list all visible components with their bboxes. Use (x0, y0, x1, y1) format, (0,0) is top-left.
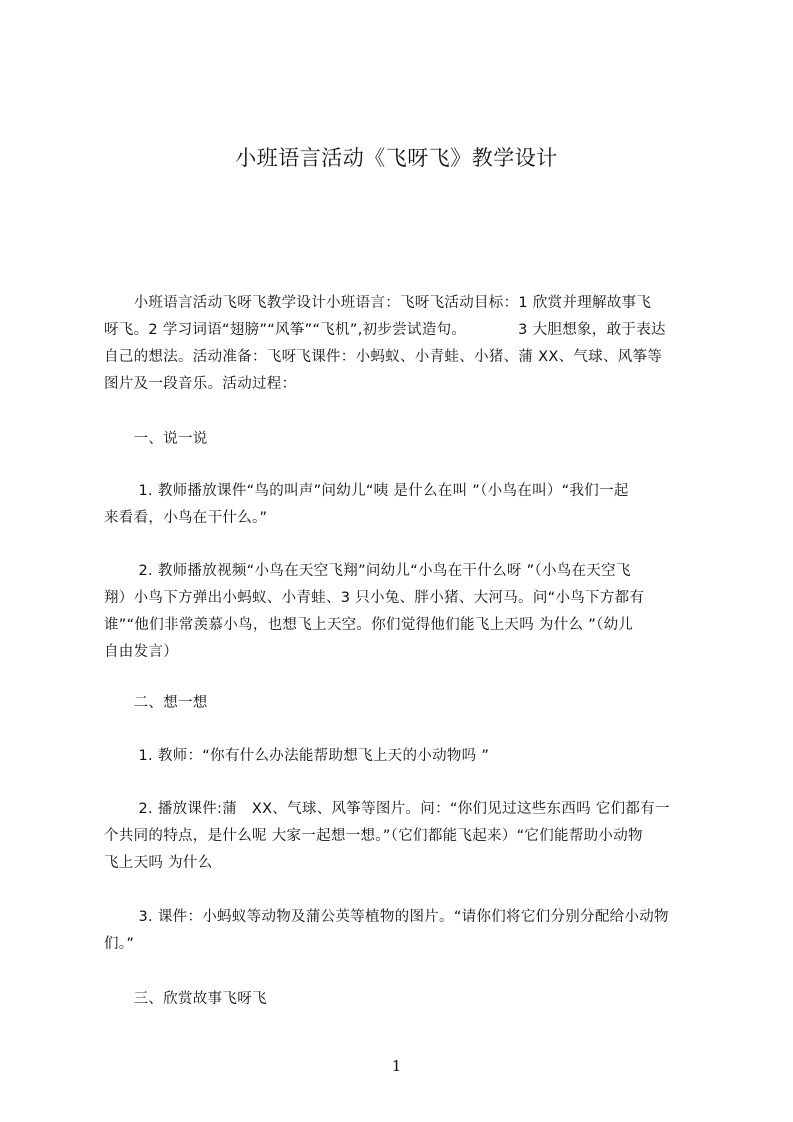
section-heading: 三、欣赏故事飞呀飞 (104, 991, 267, 1007)
body-line: 1. 教师：“你有什么办法能帮助想飞上天的小动物吗 ” (104, 748, 490, 764)
body-line: 飞上天吗 为什么 (104, 855, 213, 871)
body-line: 们。” (104, 936, 135, 952)
body-line: 图片及一段音乐。活动过程： (104, 376, 297, 392)
section-heading: 二、想一想 (104, 695, 208, 711)
body-line: 2. 播放课件:蒲 XX、气球、风筝等图片。问：“你们见过这些东西吗 它们都有一 (104, 801, 670, 817)
body-line: 3. 课件：小蚂蚁等动物及蒲公英等植物的图片。“请你们将它们分别分配给小动物 (104, 909, 669, 925)
body-line: 2. 教师播放视频“小鸟在天空飞翔”问幼儿“小鸟在干什么呀 ”（小鸟在天空飞 (104, 563, 631, 579)
document-title: 小班语言活动《飞呀飞》教学设计 (235, 146, 558, 170)
body-line: 自己的想法。活动准备：飞呀飞课件：小蚂蚁、小青蛙、小猪、蒲 XX、气球、风筝等 (104, 349, 663, 365)
body-line: 谁”“他们非常羡慕小鸟，也想飞上天空。你们觉得他们能飞上天吗 为什么 ”（幼儿 (104, 617, 634, 633)
body-line: 个共同的特点，是什么呢 大家一起想一想。”（它们都能飞起来）“它们能帮助小动物 (104, 828, 643, 844)
body-line: 来看看，小鸟在干什么。” (104, 510, 268, 526)
section-heading: 一、说一说 (104, 431, 208, 447)
body-line: 小班语言活动飞呀飞教学设计小班语言：飞呀飞活动目标：1 欣赏并理解故事飞 (104, 295, 652, 311)
body-line: 呀飞。2 学习词语“翅膀”“风筝”“飞机”,初步尝试造句。 3 大胆想象，敢于表达 (104, 322, 666, 338)
body-line: 1. 教师播放课件“鸟的叫声”问幼儿“咦 是什么在叫 ”（小鸟在叫）“我们一起 (104, 483, 629, 499)
page-number: 1 (391, 1057, 402, 1075)
body-line: 翔）小鸟下方弹出小蚂蚁、小青蛙、3 只小兔、胖小猪、大河马。问“小鸟下方都有 (104, 590, 645, 606)
body-line: 自由发言） (104, 644, 178, 660)
